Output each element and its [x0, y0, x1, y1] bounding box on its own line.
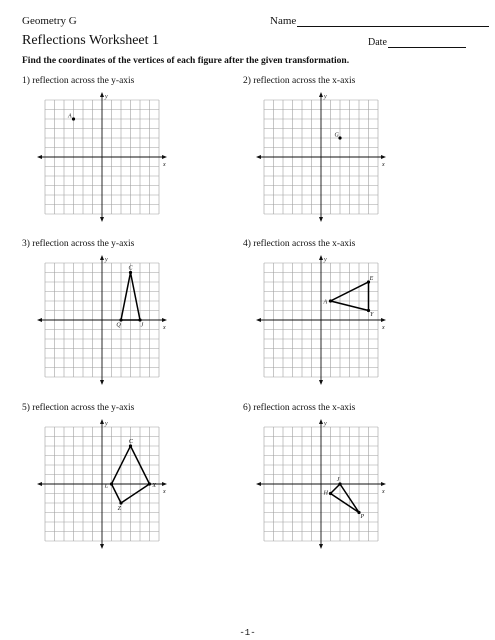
vertex-label: J: [336, 477, 340, 484]
name-label: Name: [270, 15, 297, 27]
date-blank-line[interactable]: [388, 37, 466, 48]
figure-polygon: [331, 484, 360, 513]
problem-3-label: 3) reflection across the y-axis: [22, 239, 135, 249]
x-axis-label: x: [382, 489, 385, 495]
vertex-label: J: [140, 322, 144, 329]
vertex-point: [148, 482, 151, 485]
y-axis-arrow-down-icon: [319, 544, 323, 549]
graph-6: [257, 415, 383, 553]
name-blank-line[interactable]: [297, 15, 489, 27]
x-axis-arrow-right-icon: [381, 482, 386, 486]
vertex-label: X: [152, 483, 157, 490]
instructions: Find the coordinates of the vertices of each figure after the given transformation.: [22, 56, 350, 66]
graph-1: [38, 88, 164, 226]
vertex-label: H: [323, 490, 328, 497]
y-axis-label: y: [324, 257, 327, 263]
vertex-label: A: [323, 299, 328, 306]
worksheet-title: Reflections Worksheet 1: [22, 33, 160, 48]
vertex-point: [329, 492, 332, 495]
x-axis-label: x: [382, 325, 385, 331]
vertex-label: A: [67, 113, 72, 120]
x-axis-arrow-left-icon: [256, 318, 261, 322]
x-axis-arrow-right-icon: [381, 318, 386, 322]
problem-6-label: 6) reflection across the x-axis: [243, 403, 356, 413]
date-field[interactable]: [368, 37, 466, 48]
vertex-label: E: [369, 276, 374, 283]
y-axis-arrow-down-icon: [100, 217, 104, 222]
y-axis-arrow-down-icon: [100, 380, 104, 385]
vertex-label: Q: [116, 322, 121, 329]
vertex-label: Z: [117, 505, 121, 512]
x-axis-arrow-left-icon: [256, 482, 261, 486]
x-axis-arrow-left-icon: [37, 318, 42, 322]
x-axis-label: x: [163, 325, 166, 331]
x-axis-arrow-right-icon: [162, 482, 167, 486]
y-axis-arrow-up-icon: [319, 255, 323, 260]
y-axis-label: y: [105, 421, 108, 427]
vertex-point: [138, 318, 141, 321]
page-number: -1-: [239, 628, 256, 638]
x-axis-label: x: [163, 162, 166, 168]
problem-5-label: 5) reflection across the y-axis: [22, 403, 135, 413]
x-axis-label: x: [382, 162, 385, 168]
y-axis-arrow-up-icon: [100, 419, 104, 424]
vertex-point: [119, 318, 122, 321]
vertex-point: [329, 299, 332, 302]
y-axis-label: y: [324, 94, 327, 100]
y-axis-arrow-up-icon: [319, 92, 323, 97]
x-axis-arrow-right-icon: [162, 155, 167, 159]
vertex-point: [72, 117, 75, 120]
name-field[interactable]: [270, 15, 489, 27]
y-axis-arrow-down-icon: [319, 217, 323, 222]
x-axis-arrow-right-icon: [162, 318, 167, 322]
graph-4: [257, 251, 383, 389]
vertex-label: C: [128, 439, 133, 446]
x-axis-arrow-left-icon: [37, 482, 42, 486]
vertex-label: G: [334, 132, 339, 139]
y-axis-label: y: [324, 421, 327, 427]
x-axis-label: x: [163, 489, 166, 495]
problem-4-label: 4) reflection across the x-axis: [243, 239, 356, 249]
graph-2: [257, 88, 383, 226]
vertex-label: P: [360, 514, 365, 521]
vertex-label: L: [104, 483, 109, 490]
y-axis-label: y: [105, 94, 108, 100]
y-axis-arrow-up-icon: [100, 92, 104, 97]
course-name: Geometry G: [22, 15, 77, 27]
problem-1-label: 1) reflection across the y-axis: [22, 76, 135, 86]
y-axis-arrow-down-icon: [100, 544, 104, 549]
graph-5: [38, 415, 164, 553]
date-label: Date: [368, 37, 387, 48]
vertex-point: [110, 482, 113, 485]
vertex-point: [338, 136, 341, 139]
y-axis-arrow-up-icon: [100, 255, 104, 260]
problem-2-label: 2) reflection across the x-axis: [243, 76, 356, 86]
x-axis-arrow-left-icon: [256, 155, 261, 159]
y-axis-label: y: [105, 257, 108, 263]
vertex-label: C: [128, 265, 133, 272]
graph-3: [38, 251, 164, 389]
y-axis-arrow-down-icon: [319, 380, 323, 385]
vertex-label: Y: [370, 312, 374, 319]
y-axis-arrow-up-icon: [319, 419, 323, 424]
x-axis-arrow-left-icon: [37, 155, 42, 159]
vertex-point: [119, 501, 122, 504]
x-axis-arrow-right-icon: [381, 155, 386, 159]
